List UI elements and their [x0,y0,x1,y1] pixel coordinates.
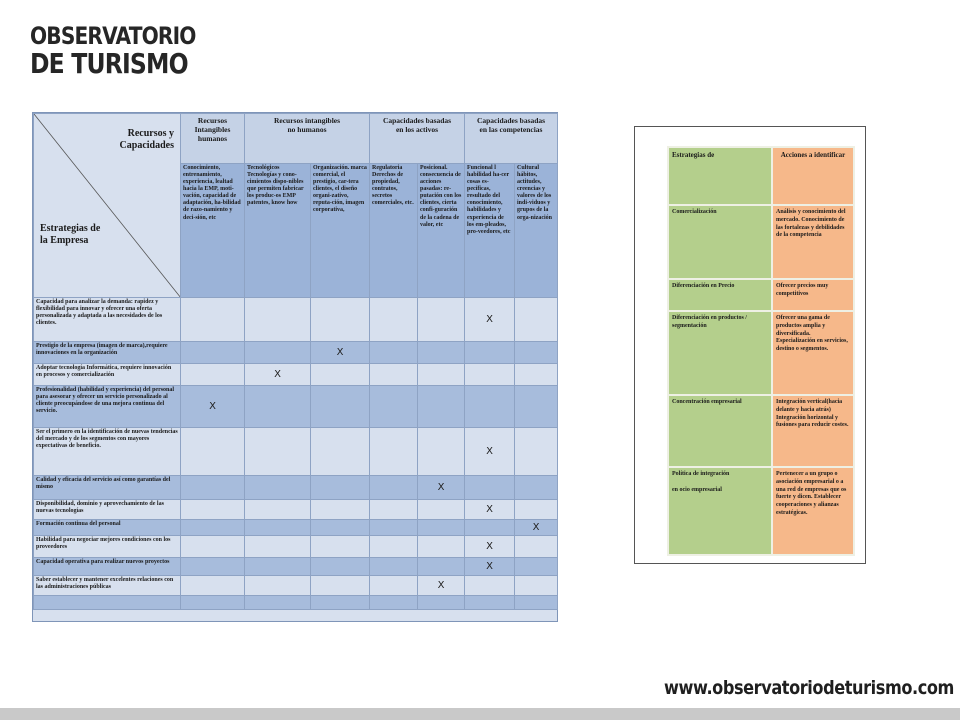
resource-subheader-3: Regulatoria Derechos de propiedad, contratos, secretos comerciales, etc. [370,164,418,298]
empty-cell [181,596,245,610]
empty-cell [515,386,558,428]
empty-cell [370,558,418,576]
empty-cell [515,476,558,500]
empty-cell [311,386,370,428]
empty-cell [418,536,465,558]
strategy-label: Habilidad para negociar mejores condiciones con los proveedores [34,536,181,558]
empty-cell [465,576,515,596]
group-header-0: Recursos Intangibles humanos [181,114,245,164]
empty-cell [370,500,418,520]
empty-cell [181,364,245,386]
empty-cell [515,342,558,364]
empty-cell [311,428,370,476]
empty-cell [181,476,245,500]
empty-cell [181,298,245,342]
empty-cell [245,428,311,476]
match-mark: X [465,536,515,558]
empty-cell [418,500,465,520]
empty-cell [311,364,370,386]
empty-cell [181,342,245,364]
empty-cell [181,576,245,596]
action-text: Ofrecer precios muy competitivos [772,279,854,311]
match-mark: X [465,428,515,476]
match-mark: X [245,364,311,386]
empty-cell [370,386,418,428]
empty-cell [311,500,370,520]
matrix-row [34,500,558,520]
match-mark: X [418,576,465,596]
resources-strategies-matrix [32,112,558,622]
strategy-action-row [668,467,854,555]
corner-bottom-label: Estrategias de la Empresa [40,223,101,246]
strategy-label: Profesionalidad (habilidad y experiencia) del personal para asesorar y ofrecer un servicio personalizado al cliente preocupándose de una mejora continua del servicio. [34,386,181,428]
strategy-name: Diferenciación en productos / segmentación [668,311,772,395]
empty-cell [515,596,558,610]
strategy-label: Capacidad para analizar la demanda: rapidez y flexibilidad para innovar y ofrecer una oferta personalizada y adaptada a las necesidades de los clientes. [34,298,181,342]
matrix-row [34,476,558,500]
empty-cell [370,428,418,476]
strategy-action-row [668,279,854,311]
empty-cell [311,536,370,558]
empty-cell [370,298,418,342]
website-url: www.observatoriodeturismo.com [664,677,954,699]
empty-cell [245,596,311,610]
empty-cell [515,500,558,520]
strategy-actions-table [667,146,855,556]
empty-cell [418,596,465,610]
empty-cell [418,428,465,476]
empty-cell [181,558,245,576]
matrix-row [34,558,558,576]
empty-cell [465,364,515,386]
empty-cell [465,342,515,364]
empty-cell [515,428,558,476]
resource-subheader-6: Cultural hábitos, actitudes, creencias y valores de los indi-viduos y grupos de la orga-nización [515,164,558,298]
match-mark: X [465,558,515,576]
empty-cell [245,342,311,364]
strategy-label [34,596,181,610]
empty-cell [370,342,418,364]
strategy-action-row [668,205,854,279]
empty-cell [418,342,465,364]
match-mark: X [465,298,515,342]
matrix-row [34,428,558,476]
strategy-name: Concentración empresarial [668,395,772,467]
group-header-3: Capacidades basadas en las competencias [465,114,558,164]
empty-cell [418,364,465,386]
matrix-row [34,536,558,558]
logo-line1: OBSERVATORIO [30,22,196,50]
strategy-label: Calidad y eficacia del servicio así como garantías del mismo [34,476,181,500]
strategy-action-row [668,311,854,395]
strategy-label: Saber establecer y mantener excelentes relaciones con las administraciones públicas [34,576,181,596]
empty-cell [245,298,311,342]
match-mark: X [311,342,370,364]
empty-cell [370,364,418,386]
matrix-row [34,364,558,386]
group-header-1: Recursos intangibles no humanos [245,114,370,164]
empty-cell [245,536,311,558]
empty-cell [370,596,418,610]
matrix-row [34,576,558,596]
empty-cell [465,596,515,610]
matrix-row [34,386,558,428]
logo-line2: DE TURISMO [30,47,188,80]
observatorio-logo [30,24,227,78]
empty-cell [311,596,370,610]
empty-cell [370,476,418,500]
empty-cell [245,520,311,536]
actions-column-header: Acciones a identificar [772,147,854,205]
empty-cell [181,428,245,476]
empty-cell [181,520,245,536]
action-text: Análisis y conocimiento del mercado. Conocimiento de las fortalezas y debilidades de la competencia [772,205,854,279]
matrix-row [34,596,558,610]
empty-cell [465,386,515,428]
strategy-column-header: Estrategias de [668,147,772,205]
empty-cell [245,476,311,500]
strategy-name: Diferenciación en Precio [668,279,772,311]
empty-cell [311,298,370,342]
strategy-name: Comercialización [668,205,772,279]
empty-cell [311,476,370,500]
strategy-label: Adoptar tecnología Informática, requiere innovación en procesos y comercialización [34,364,181,386]
action-text: Ofrecer una gama de productos amplia y diversificada. Especialización en servicios, destino o segmentos. [772,311,854,395]
match-mark: X [418,476,465,500]
strategy-label: Capacidad operativa para realizar nuevos proyectos [34,558,181,576]
empty-cell [465,520,515,536]
resource-subheader-4: Posicional. consecuencia de acciones pasadas: re-putación con los clientes, cierta confi-guración de la cadena de valor, etc [418,164,465,298]
resource-subheader-2: Organización. marca comercial, el prestigio, car-tera clientes, el diseño organi-zativo, reputa-ción, imagen corporativa, [311,164,370,298]
matrix-row [34,342,558,364]
empty-cell [311,558,370,576]
empty-cell [418,558,465,576]
empty-cell [515,536,558,558]
resource-subheader-0: Conocimiento, entrenamiento, experiencia, lealtad hacia la EMP, moti-vación, capacidad de adaptación, ha-bilidad de razo-namiento y deci-sión, etc [181,164,245,298]
group-header-2: Capacidades basadas en los activos [370,114,465,164]
empty-cell [245,386,311,428]
empty-cell [245,500,311,520]
empty-cell [418,520,465,536]
strategy-actions-image [634,126,866,564]
strategy-label: Formación continua del personal [34,520,181,536]
empty-cell [515,298,558,342]
empty-cell [370,536,418,558]
strategy-label: Ser el primero en la identificación de nuevas tendencias del mercado y de los segmentos con mayores expectativas de beneficio. [34,428,181,476]
empty-cell [245,576,311,596]
empty-cell [181,536,245,558]
strategy-label: Prestigio de la empresa (imagen de marca),requiere innovaciones en la organización [34,342,181,364]
corner-header [34,114,181,298]
empty-cell [311,576,370,596]
match-mark: X [515,520,558,536]
empty-cell [418,298,465,342]
empty-cell [515,364,558,386]
strategy-label: Disponibilidad, dominio y aprovechamiento de las nuevas tecnologías [34,500,181,520]
footer-bar [0,708,960,720]
action-text: Integración vertical(hacia delante y hacia atrás) Integración horizontal y fusiones para reducir costes. [772,395,854,467]
resource-subheader-1: Tecnológicos Tecnologías y cono-cimientos dispo-nibles que permiten fabricar los produc-os EMP patentes, know how [245,164,311,298]
empty-cell [370,576,418,596]
resource-subheader-5: Funcional l habilidad ha-cer cosas es-pecíficas, resultado del conocimiento, habilidades y experiencia de los em-pleados, pro-veedores, etc [465,164,515,298]
corner-top-label: Recursos y Capacidades [119,128,174,151]
empty-cell [418,386,465,428]
strategy-action-row [668,395,854,467]
empty-cell [465,476,515,500]
empty-cell [181,500,245,520]
empty-cell [515,576,558,596]
empty-cell [515,558,558,576]
matrix-row [34,520,558,536]
empty-cell [245,558,311,576]
strategy-name: Política de integración en ocio empresarial [668,467,772,555]
action-text: Pertenecer a un grupo o asociación empresarial o a una red de empresas que os fuerte y dicen. Establecer cooperaciones y alianzas estratégicas. [772,467,854,555]
match-mark: X [465,500,515,520]
matrix-row [34,298,558,342]
match-mark: X [181,386,245,428]
empty-cell [311,520,370,536]
empty-cell [370,520,418,536]
